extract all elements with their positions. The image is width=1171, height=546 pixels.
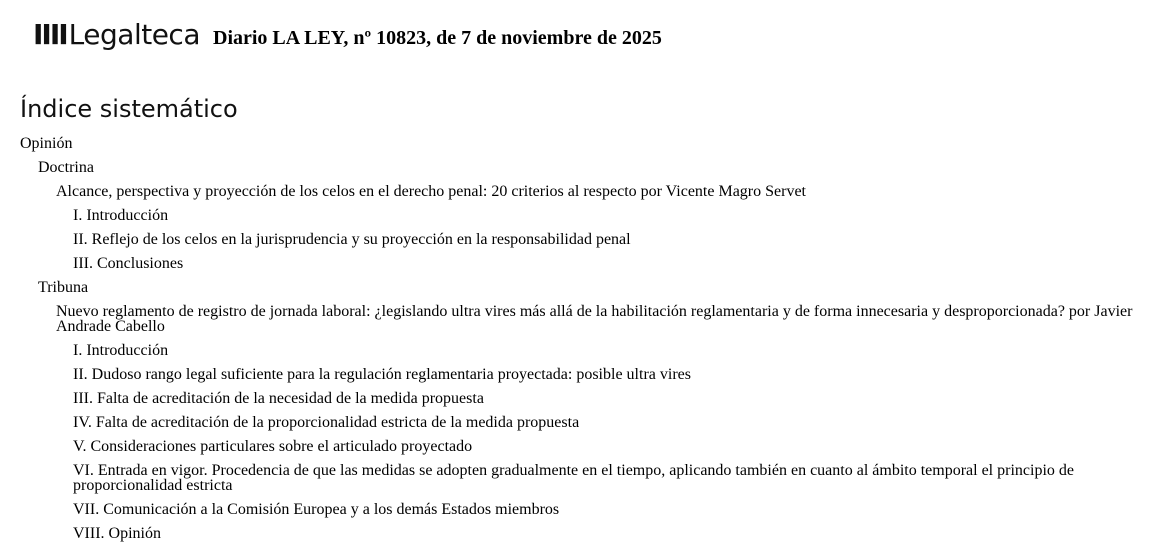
toc-entry[interactable]: III. Conclusiones bbox=[73, 255, 184, 272]
toc-entry[interactable]: III. Falta de acreditación de la necesidad de la medida propuesta bbox=[73, 390, 484, 407]
toc-entry[interactable]: Alcance, perspectiva y proyección de los celos en el derecho penal: 20 criterios al respecto por Vicente Magro Servet bbox=[56, 183, 806, 200]
toc-entry[interactable]: Opinión bbox=[20, 135, 73, 152]
toc-entry[interactable]: II. Dudoso rango legal suficiente para la regulación reglamentaria proyectada: posible ultra vires bbox=[73, 366, 691, 383]
toc-entry[interactable]: VII. Comunicación a la Comisión Europea y a los demás Estados miembros bbox=[73, 501, 560, 518]
toc-entry[interactable]: IV. Falta de acreditación de la proporcionalidad estricta de la medida propuesta bbox=[73, 414, 580, 431]
toc-entry[interactable]: VI. Entrada en vigor. Procedencia de que las medidas se adopten gradualmente en el tiempo, aplicando también en cuanto al ámbito temporal el principio de proporcionalidad estricta bbox=[73, 462, 1074, 494]
page-header bbox=[33, 14, 1153, 54]
logo-bars: IIII bbox=[33, 18, 67, 51]
toc-entry[interactable]: Nuevo reglamento de registro de jornada laboral: ¿legislando ultra vires más allá de la habilitación reglamentaria y de forma innecesaria y desproporcionada? por Javier Andrade Cabello bbox=[56, 303, 1133, 335]
toc-entry[interactable]: V. Consideraciones particulares sobre el articulado proyectado bbox=[73, 438, 473, 455]
legalteca-logo[interactable] bbox=[33, 18, 200, 52]
toc-entry[interactable]: Tribuna bbox=[38, 279, 89, 296]
toc-entry[interactable]: I. Introducción bbox=[73, 342, 169, 359]
table-of-contents bbox=[20, 132, 1160, 546]
toc-entry[interactable]: II. Reflejo de los celos en la jurisprudencia y su proyección en la responsabilidad penal bbox=[73, 231, 631, 248]
logo-text: Legalteca bbox=[68, 18, 200, 51]
toc-entry[interactable]: I. Introducción bbox=[73, 207, 169, 224]
journal-issue-title: Diario LA LEY, nº 10823, de 7 de noviembre de 2025 bbox=[213, 27, 662, 49]
toc-entry[interactable]: VIII. Opinión bbox=[73, 525, 161, 542]
toc-entry[interactable]: Doctrina bbox=[38, 159, 94, 176]
page-title: Índice sistemático bbox=[20, 95, 238, 123]
